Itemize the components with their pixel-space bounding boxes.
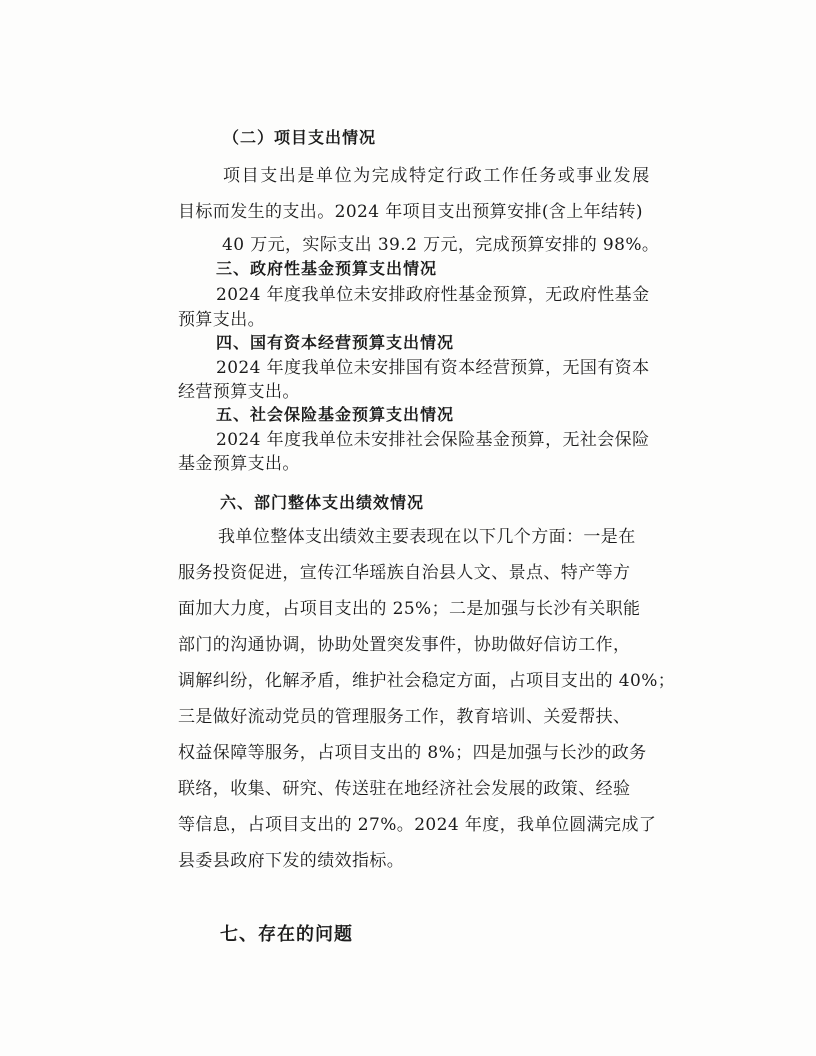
paragraph-line: 目标而发生的支出。2024 年项目支出预算安排(含上年结转)	[178, 202, 643, 222]
paragraph-line: 调解纠纷，化解矛盾，维护社会稳定方面，占项目支出的 40%；	[178, 671, 676, 691]
section-heading-government-fund: 三、政府性基金预算支出情况	[216, 259, 438, 278]
section-heading-existing-problems: 七、存在的问题	[220, 924, 353, 945]
paragraph-line: 40 万元，实际支出 39.2 万元，完成预算安排的 98%。	[222, 235, 660, 255]
paragraph-line: 服务投资促进，宣传江华瑶族自治县人文、景点、特产等方	[178, 563, 631, 583]
paragraph-line: 预算支出。	[178, 310, 265, 330]
paragraph-line: 面加大力度，占项目支出的 25%；二是加强与长沙有关职能	[178, 599, 641, 619]
section-heading-state-capital: 四、国有资本经营预算支出情况	[216, 333, 455, 352]
paragraph-line: 权益保障等服务，占项目支出的 8%；四是加强与长沙的政务	[178, 743, 647, 763]
paragraph-line: 县委县政府下发的绩效指标。	[178, 851, 405, 871]
paragraph-line: 联络，收集、研究、传送驻在地经济社会发展的政策、经验	[178, 779, 631, 799]
paragraph-line: 等信息，占项目支出的 27%。2024 年度，我单位圆满完成了	[178, 815, 657, 835]
section-heading-project-expenditure: （二）项目支出情况	[223, 128, 377, 147]
paragraph-line: 基金预算支出。	[178, 454, 300, 474]
paragraph-line: 经营预算支出。	[178, 382, 300, 402]
paragraph-line: 2024 年度我单位未安排社会保险基金预算，无社会保险	[216, 430, 650, 450]
paragraph-line: 部门的沟通协调，协助处置突发事件，协助做好信访工作，	[178, 635, 631, 655]
paragraph-line: 2024 年度我单位未安排政府性基金预算，无政府性基金	[216, 285, 650, 305]
paragraph-line: 三是做好流动党员的管理服务工作，教育培训、关爱帮扶、	[178, 707, 631, 727]
paragraph-line: 2024 年度我单位未安排国有资本经营预算，无国有资本	[216, 358, 650, 378]
section-heading-performance: 六、部门整体支出绩效情况	[220, 493, 425, 512]
section-heading-social-insurance: 五、社会保险基金预算支出情况	[216, 405, 455, 424]
paragraph-line: 项目支出是单位为完成特定行政工作任务或事业发展	[223, 166, 651, 186]
paragraph-line: 我单位整体支出绩效主要表现在以下几个方面：一是在	[218, 527, 636, 547]
